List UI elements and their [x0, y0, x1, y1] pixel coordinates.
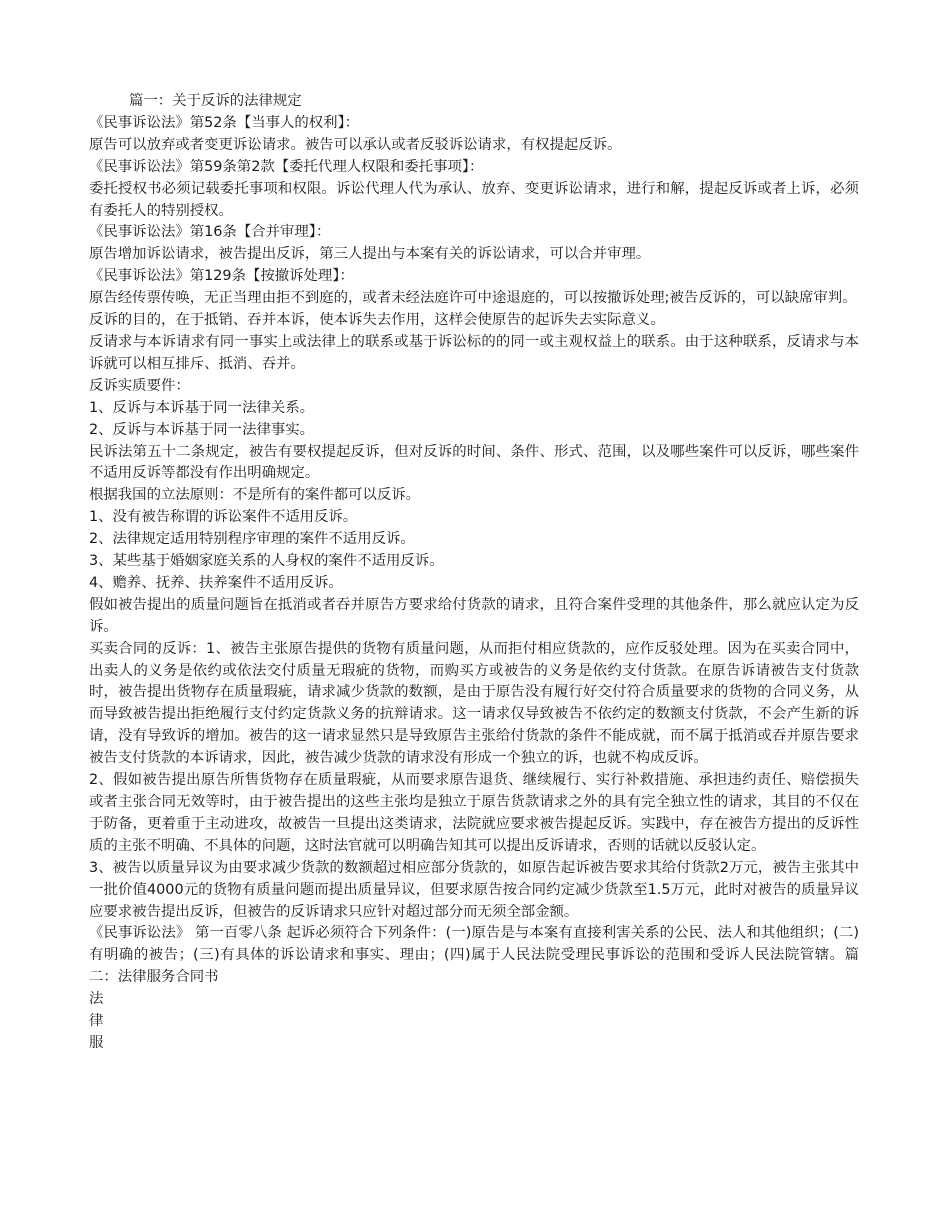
vertical-char: 律 — [89, 1013, 104, 1030]
document-paragraph: 《民事诉讼法》第129条【按撤诉处理】： — [89, 268, 354, 285]
document-paragraph: 1、没有被告称谓的诉讼案件不适用反诉。 — [89, 509, 358, 526]
paragraph-list — [89, 113, 859, 989]
document-paragraph: 原告经传票传唤，无正当理由拒不到庭的，或者未经法庭许可中途退庭的，可以按撤诉处理;被告反诉的，可以缺席审判。 — [89, 290, 857, 307]
document-paragraph: 2、反诉与本诉基于同一法律事实。 — [89, 421, 315, 438]
vertical-char: 服 — [89, 1034, 104, 1051]
document-paragraph: 1、反诉与本诉基于同一法律关系。 — [89, 399, 315, 416]
document-paragraph: 假如被告提出的质量问题旨在抵消或者吞并原告方要求给付货款的请求，且符合案件受理的其他条件，那么就应认定为反诉。 — [89, 596, 859, 635]
document-body — [89, 91, 859, 1055]
document-paragraph: 根据我国的立法原则：不是所有的案件都可以反诉。 — [89, 487, 420, 504]
document-paragraph: 《民事诉讼法》第16条【合并审理】： — [89, 224, 331, 241]
document-paragraph: 《民事诉讼法》 第一百零八条 起诉必须符合下列条件：(一)原告是与本案有直接利害关系的公民、法人和其他组织；(二)有明确的被告；(三)有具体的诉讼请求和事实、理由；(四)属于人民法院受理民事诉讼的范围和受诉人民法院管辖。篇二：法律服务合同书 — [89, 925, 859, 986]
document-paragraph: 3、某些基于婚姻家庭关系的人身权的案件不适用反诉。 — [89, 553, 444, 570]
document-paragraph: 2、假如被告提出原告所售货物存在质量瑕疵，从而要求原告退货、继续履行、实行补救措施、承担违约责任、赔偿损失或者主张合同无效等时，由于被告提出的这些主张均是独立于原告货款请求之外的具有完全独立性的请求，其目的不仅在于防备，更着重于主动进攻，故被告一旦提出这类请求，法院就应要求被告提起反诉。实践中，存在被告方提出的反诉性质的主张不明确、不具体的问题，这时法官就可以明确告知其可以提出反诉请求，否则的话就以反驳认定。 — [89, 772, 859, 854]
vertical-text — [89, 989, 859, 1055]
document-paragraph: 4、赡养、抚养、扶养案件不适用反诉。 — [89, 574, 343, 591]
document-paragraph: 原告可以放弃或者变更诉讼请求。被告可以承认或者反驳诉讼请求，有权提起反诉。 — [89, 136, 622, 153]
document-title: 篇一：关于反诉的法律规定 — [129, 93, 302, 109]
document-paragraph: 反诉实质要件： — [89, 377, 190, 394]
document-paragraph: 委托授权书必须记载委托事项和权限。诉讼代理人代为承认、放弃、变更诉讼请求，进行和解，提起反诉或者上诉，必须有委托人的特别授权。 — [89, 180, 859, 219]
document-paragraph: 原告增加诉讼请求，被告提出反诉，第三人提出与本案有关的诉讼请求，可以合并审理。 — [89, 246, 651, 263]
document-paragraph: 3、被告以质量异议为由要求减少货款的数额超过相应部分货款的，如原告起诉被告要求其给付货款2万元，被告主张其中一批价值4000元的货物有质量问题而提出质量异议，但要求原告按合同约定减少货款至1.5万元，此时对被告的质量异议应要求被告提出反诉，但被告的反诉请求只应针对超过部分而无须全部金额。 — [89, 859, 859, 920]
document-paragraph: 2、法律规定适用特别程序审理的案件不适用反诉。 — [89, 531, 415, 548]
document-paragraph: 《民事诉讼法》第59条第2款【委托代理人权限和委托事项】： — [89, 158, 484, 175]
vertical-char: 法 — [89, 991, 104, 1008]
document-paragraph: 反请求与本诉请求有同一事实上或法律上的联系或基于诉讼标的的同一或主观权益上的联系。由于这种联系，反请求与本诉就可以相互排斥、抵消、吞并。 — [89, 333, 859, 372]
document-paragraph: 民诉法第五十二条规定，被告有要权提起反诉，但对反诉的时间、条件、形式、范围，以及哪些案件可以反诉，哪些案件不适用反诉等都没有作出明确规定。 — [89, 443, 859, 482]
document-paragraph: 反诉的目的，在于抵销、吞并本诉，使本诉失去作用，这样会使原告的起诉失去实际意义。 — [89, 312, 665, 329]
document-paragraph: 买卖合同的反诉：1、被告主张原告提供的货物有质量问题，从而拒付相应货款的，应作反驳处理。因为在买卖合同中，出卖人的义务是依约或依法交付质量无瑕疵的货物，而购买方或被告的义务是依约支付货款。在原告诉请被告支付货款时，被告提出货物存在质量瑕疵，请求减少货款的数额，是由于原告没有履行好交付符合质量要求的货物的合同义务，从而导致被告提出拒绝履行支付约定货款义务的抗辩请求。这一请求仅导致被告不依约定的数额支付货款，不会产生新的诉请，没有导致诉的增加。被告的这一请求显然只是导致原告主张给付货款的条件不能成就，而不属于抵消或吞并原告要求被告支付货款的本诉请求，因此，被告减少货款的请求没有形成一个独立的诉，也就不构成反诉。 — [89, 640, 859, 767]
document-paragraph: 《民事诉讼法》第52条【当事人的权利】： — [89, 114, 360, 131]
